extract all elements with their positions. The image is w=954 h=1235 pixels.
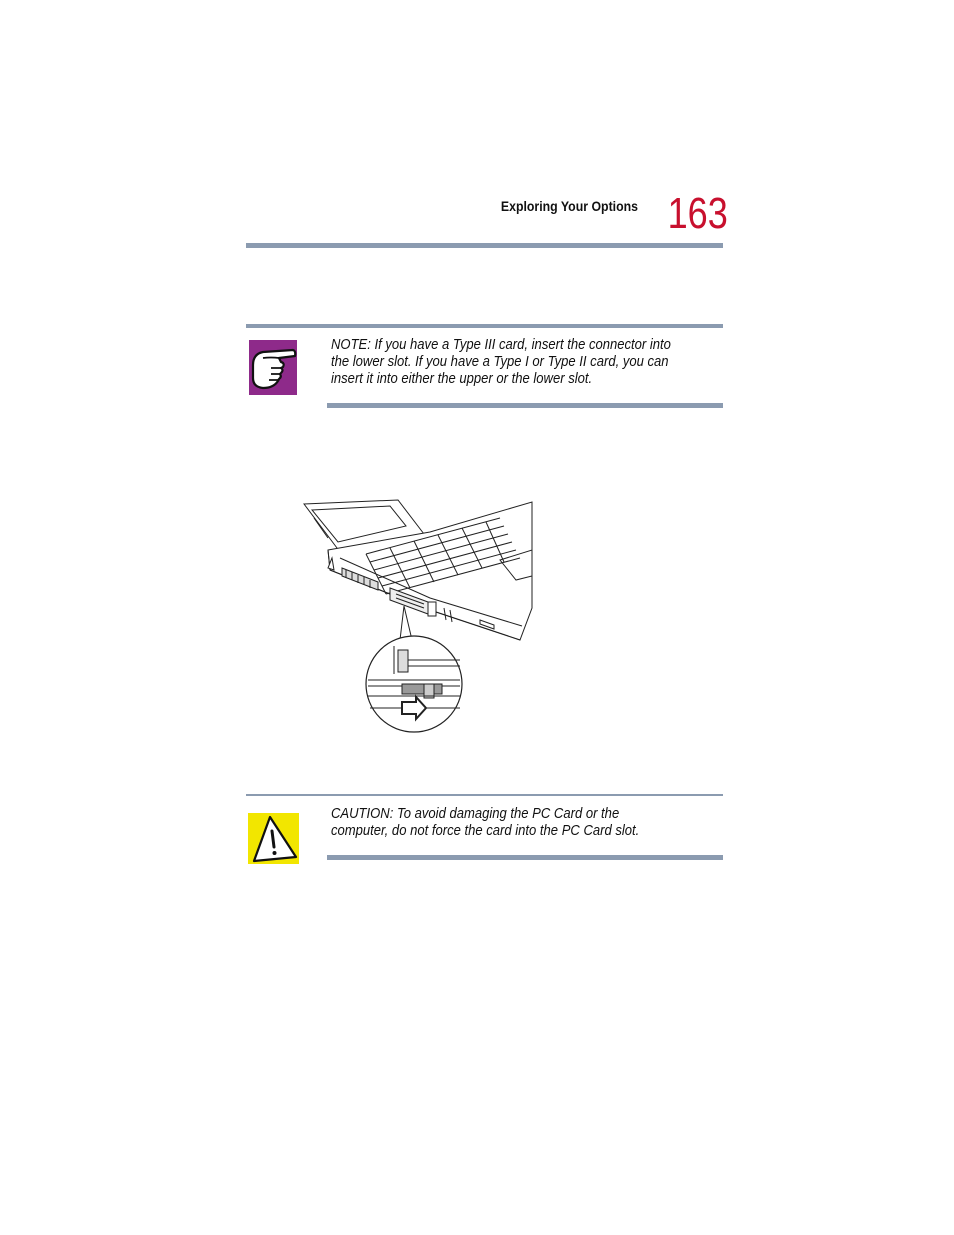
header-rule (246, 243, 723, 248)
section-title: Exploring Your Options (500, 198, 638, 214)
note-bottom-rule (327, 403, 723, 408)
caution-top-rule (246, 794, 723, 796)
caution-bottom-rule (327, 855, 723, 860)
laptop-pc-card-insertion-illustration (300, 498, 536, 734)
page-number: 163 (667, 189, 728, 238)
caution-text: CAUTION: To avoid damaging the PC Card or the computer, do not force the card into the PC Card slot. (331, 806, 640, 839)
note-text: NOTE: If you have a Type III card, insert the connector into the lower slot. If you have a Type I or Type II card, you can insert it into either the upper or the lower slot. (331, 337, 671, 387)
pointing-hand-icon (249, 340, 297, 395)
note-top-rule (246, 324, 723, 328)
warning-triangle-icon (248, 813, 299, 864)
